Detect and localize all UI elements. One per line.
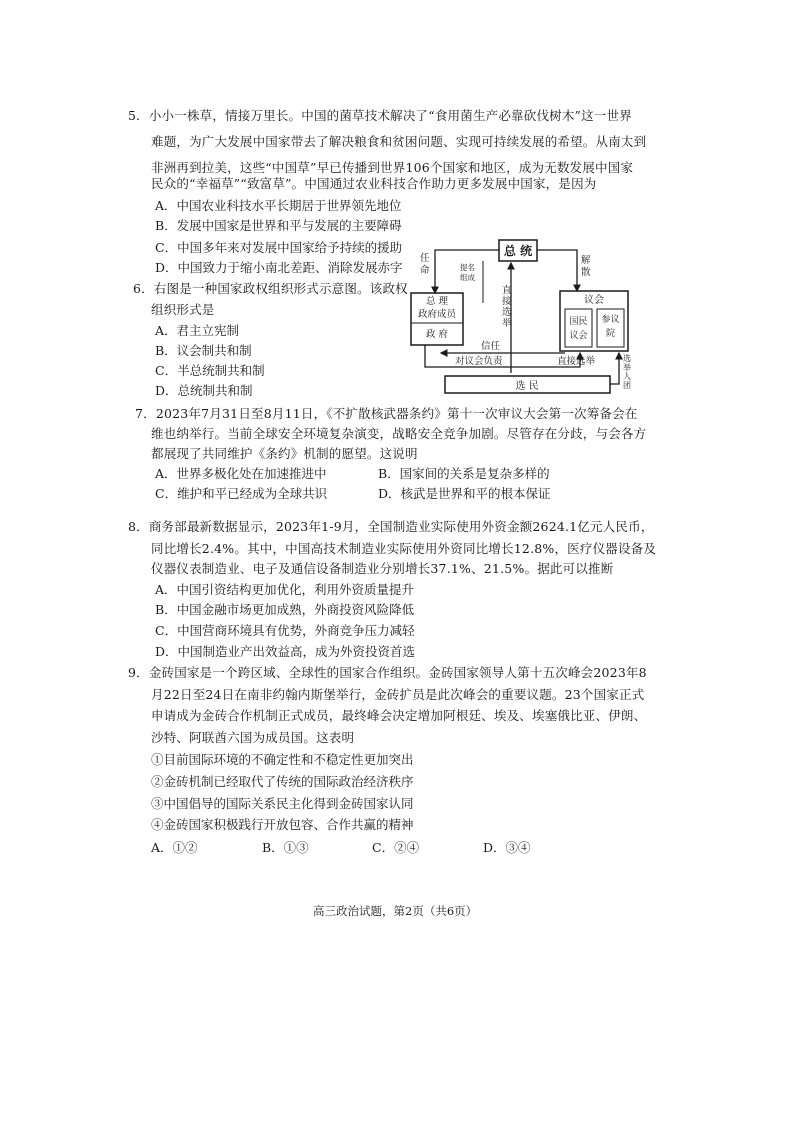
elect-group-char-3: 人 [623, 372, 631, 381]
q6-line-2: 组织形式是 [151, 302, 215, 317]
direct-elect-char-1: 直 [502, 285, 512, 296]
senate-char-2: 院 [605, 329, 616, 339]
q9-line-4: 沙特、阿联酋六国为成员国。这表明 [151, 730, 355, 745]
q9-statement-2: ②金砖机制已经取代了传统的国际政治经济秩序 [151, 774, 414, 789]
elect-group-char-2: 举 [623, 363, 631, 372]
pm-title: 总 理 [425, 296, 449, 307]
q7-option-d: D．核武是世界和平的根本保证 [378, 486, 551, 501]
direct-elect-char-4: 举 [502, 318, 512, 329]
q5-option-c: C．中国多年来对发展中国家给予持续的援助 [155, 240, 403, 255]
q6-option-c: C．半总统制共和制 [155, 363, 265, 378]
q9-line-3: 申请成为金砖合作机制正式成员，最终峰会决定增加阿根廷、埃及、埃塞俄比亚、伊朗、 [151, 708, 647, 723]
direct-elect-char-2: 接 [502, 296, 512, 307]
nominate-text-2: 组成 [460, 273, 475, 282]
q5-option-b: B．发展中国家是世界和平与发展的主要障碍 [155, 218, 402, 233]
q7-option-c: C．维护和平已经成为全球共识 [155, 486, 328, 501]
dissolve-arrow [537, 250, 577, 291]
q8-option-d: D．中国制造业产出效益高，成为外资投资首选 [155, 644, 416, 659]
responsible-label: 对议会负责 [455, 356, 503, 367]
government-label: 政 府 [425, 329, 449, 340]
elect-group-char-1: 选 [623, 354, 631, 363]
direct-elect2-label: 直接选举 [557, 356, 596, 367]
q9-line-1: 9．金砖国家是一个跨区域、全球性的国家合作组织。金砖国家领导人第十五次峰会2023年8 [128, 665, 647, 680]
q8-line-1: 8．商务部最新数据显示，2023年1-9月，全国制造业实际使用外资金额2624.1亿元人民币， [128, 519, 654, 534]
q5-option-d: D．中国致力于缩小南北差距、消除发展赤字 [155, 260, 403, 275]
senate-char-1: 参议 [601, 315, 620, 325]
q7-line-3: 都展现了共同维护《条约》机制的愿望。这说明 [151, 446, 418, 461]
q8-line-2: 同比增长2.4%。其中，中国高技术制造业实际使用外资同比增长12.8%，医疗仪器设备及 [151, 541, 657, 556]
q5-line-4: 民众的“幸福草”“致富草”。中国通过农业科技合作助力更多发展中国家，是因为 [151, 176, 597, 191]
national-assembly-char-2: 议会 [569, 331, 588, 341]
gov-members: 政府成员 [417, 309, 457, 320]
q7-option-b: B．国家间的关系是复杂多样的 [378, 466, 550, 481]
q5-line-2: 难题，为广大发展中国家带去了解决粮食和贫困问题、实现可持续发展的希望。从南太到 [151, 134, 647, 149]
elect-group-char-4: 团 [623, 381, 631, 390]
q7-option-a: A．世界多极化处在加速推进中 [155, 466, 327, 481]
q9-option-c: C．②④ [372, 840, 420, 855]
q6-option-b: B．议会制共和制 [155, 343, 252, 358]
page-footer: 高三政治试题，第2页（共6页） [313, 904, 478, 918]
q8-line-3: 仪器仪表制造业、电子及通信设备制造业分别增长37.1%、21.5%。据此可以推断 [151, 561, 614, 576]
q5-line-1: 5．小小一株草，情接万里长。中国的菌草技术解决了“食用菌生产必靠砍伐树木”这一世界 [128, 108, 632, 123]
appoint-char-2: 命 [420, 265, 430, 276]
trust-label: 信任 [481, 341, 501, 352]
q8-option-a: A．中国引资结构更加优化，利用外资质量提升 [155, 582, 415, 597]
national-assembly-char-1: 国民 [569, 317, 588, 327]
q6-option-d: D．总统制共和制 [155, 383, 253, 398]
appoint-char-1: 任 [420, 253, 430, 264]
direct-elect-char-3: 选 [502, 307, 512, 318]
dissolve-char-2: 散 [581, 267, 591, 278]
elect-group-arrow [610, 353, 619, 384]
q8-option-c: C．中国营商环境具有优势，外商竞争压力减轻 [155, 623, 415, 638]
government-structure-diagram [405, 233, 637, 398]
president-label: 总 统 [503, 244, 533, 258]
q6-line-1: 6．右图是一种国家政权组织形式示意图。该政权 [133, 281, 408, 296]
q9-statement-4: ④金砖国家积极践行开放包容、合作共赢的精神 [151, 817, 414, 832]
q8-option-b: B．中国金融市场更加成熟，外商投资风险降低 [155, 602, 415, 617]
q9-option-d: D．③④ [483, 840, 531, 855]
q9-statement-3: ③中国倡导的国际关系民主化得到金砖国家认同 [151, 796, 414, 811]
q7-line-1: 7．2023年7月31日至8月11日，《不扩散核武器条约》第十一次审议大会第一次筹备会在 [135, 406, 638, 421]
national-assembly-box [565, 309, 592, 347]
q5-option-a: A．中国农业科技水平长期居于世界领先地位 [155, 198, 402, 213]
q9-option-b: B．①③ [262, 840, 309, 855]
q7-line-2: 维也纳举行。当前全球安全环境复杂演变，战略安全竞争加剧。尽管存在分歧，与会各方 [151, 426, 647, 441]
q6-option-a: A．君主立宪制 [155, 323, 240, 338]
electorate-label: 选 民 [515, 381, 539, 392]
parliament-label: 议会 [584, 295, 604, 306]
dissolve-char-1: 解 [581, 255, 591, 266]
q9-statement-1: ①目前国际环境的不确定性和不稳定性更加突出 [151, 752, 414, 767]
q5-line-3: 非洲再到拉美，这些“中国草”早已传播到世界106个国家和地区，成为无数发展中国家 [151, 160, 634, 175]
nominate-text-1: 提名 [460, 263, 475, 272]
q9-line-2: 月22日至24日在南非约翰内斯堡举行，金砖扩员是此次峰会的重要议题。23个国家正式 [151, 687, 645, 702]
q9-option-a: A．①② [151, 840, 198, 855]
